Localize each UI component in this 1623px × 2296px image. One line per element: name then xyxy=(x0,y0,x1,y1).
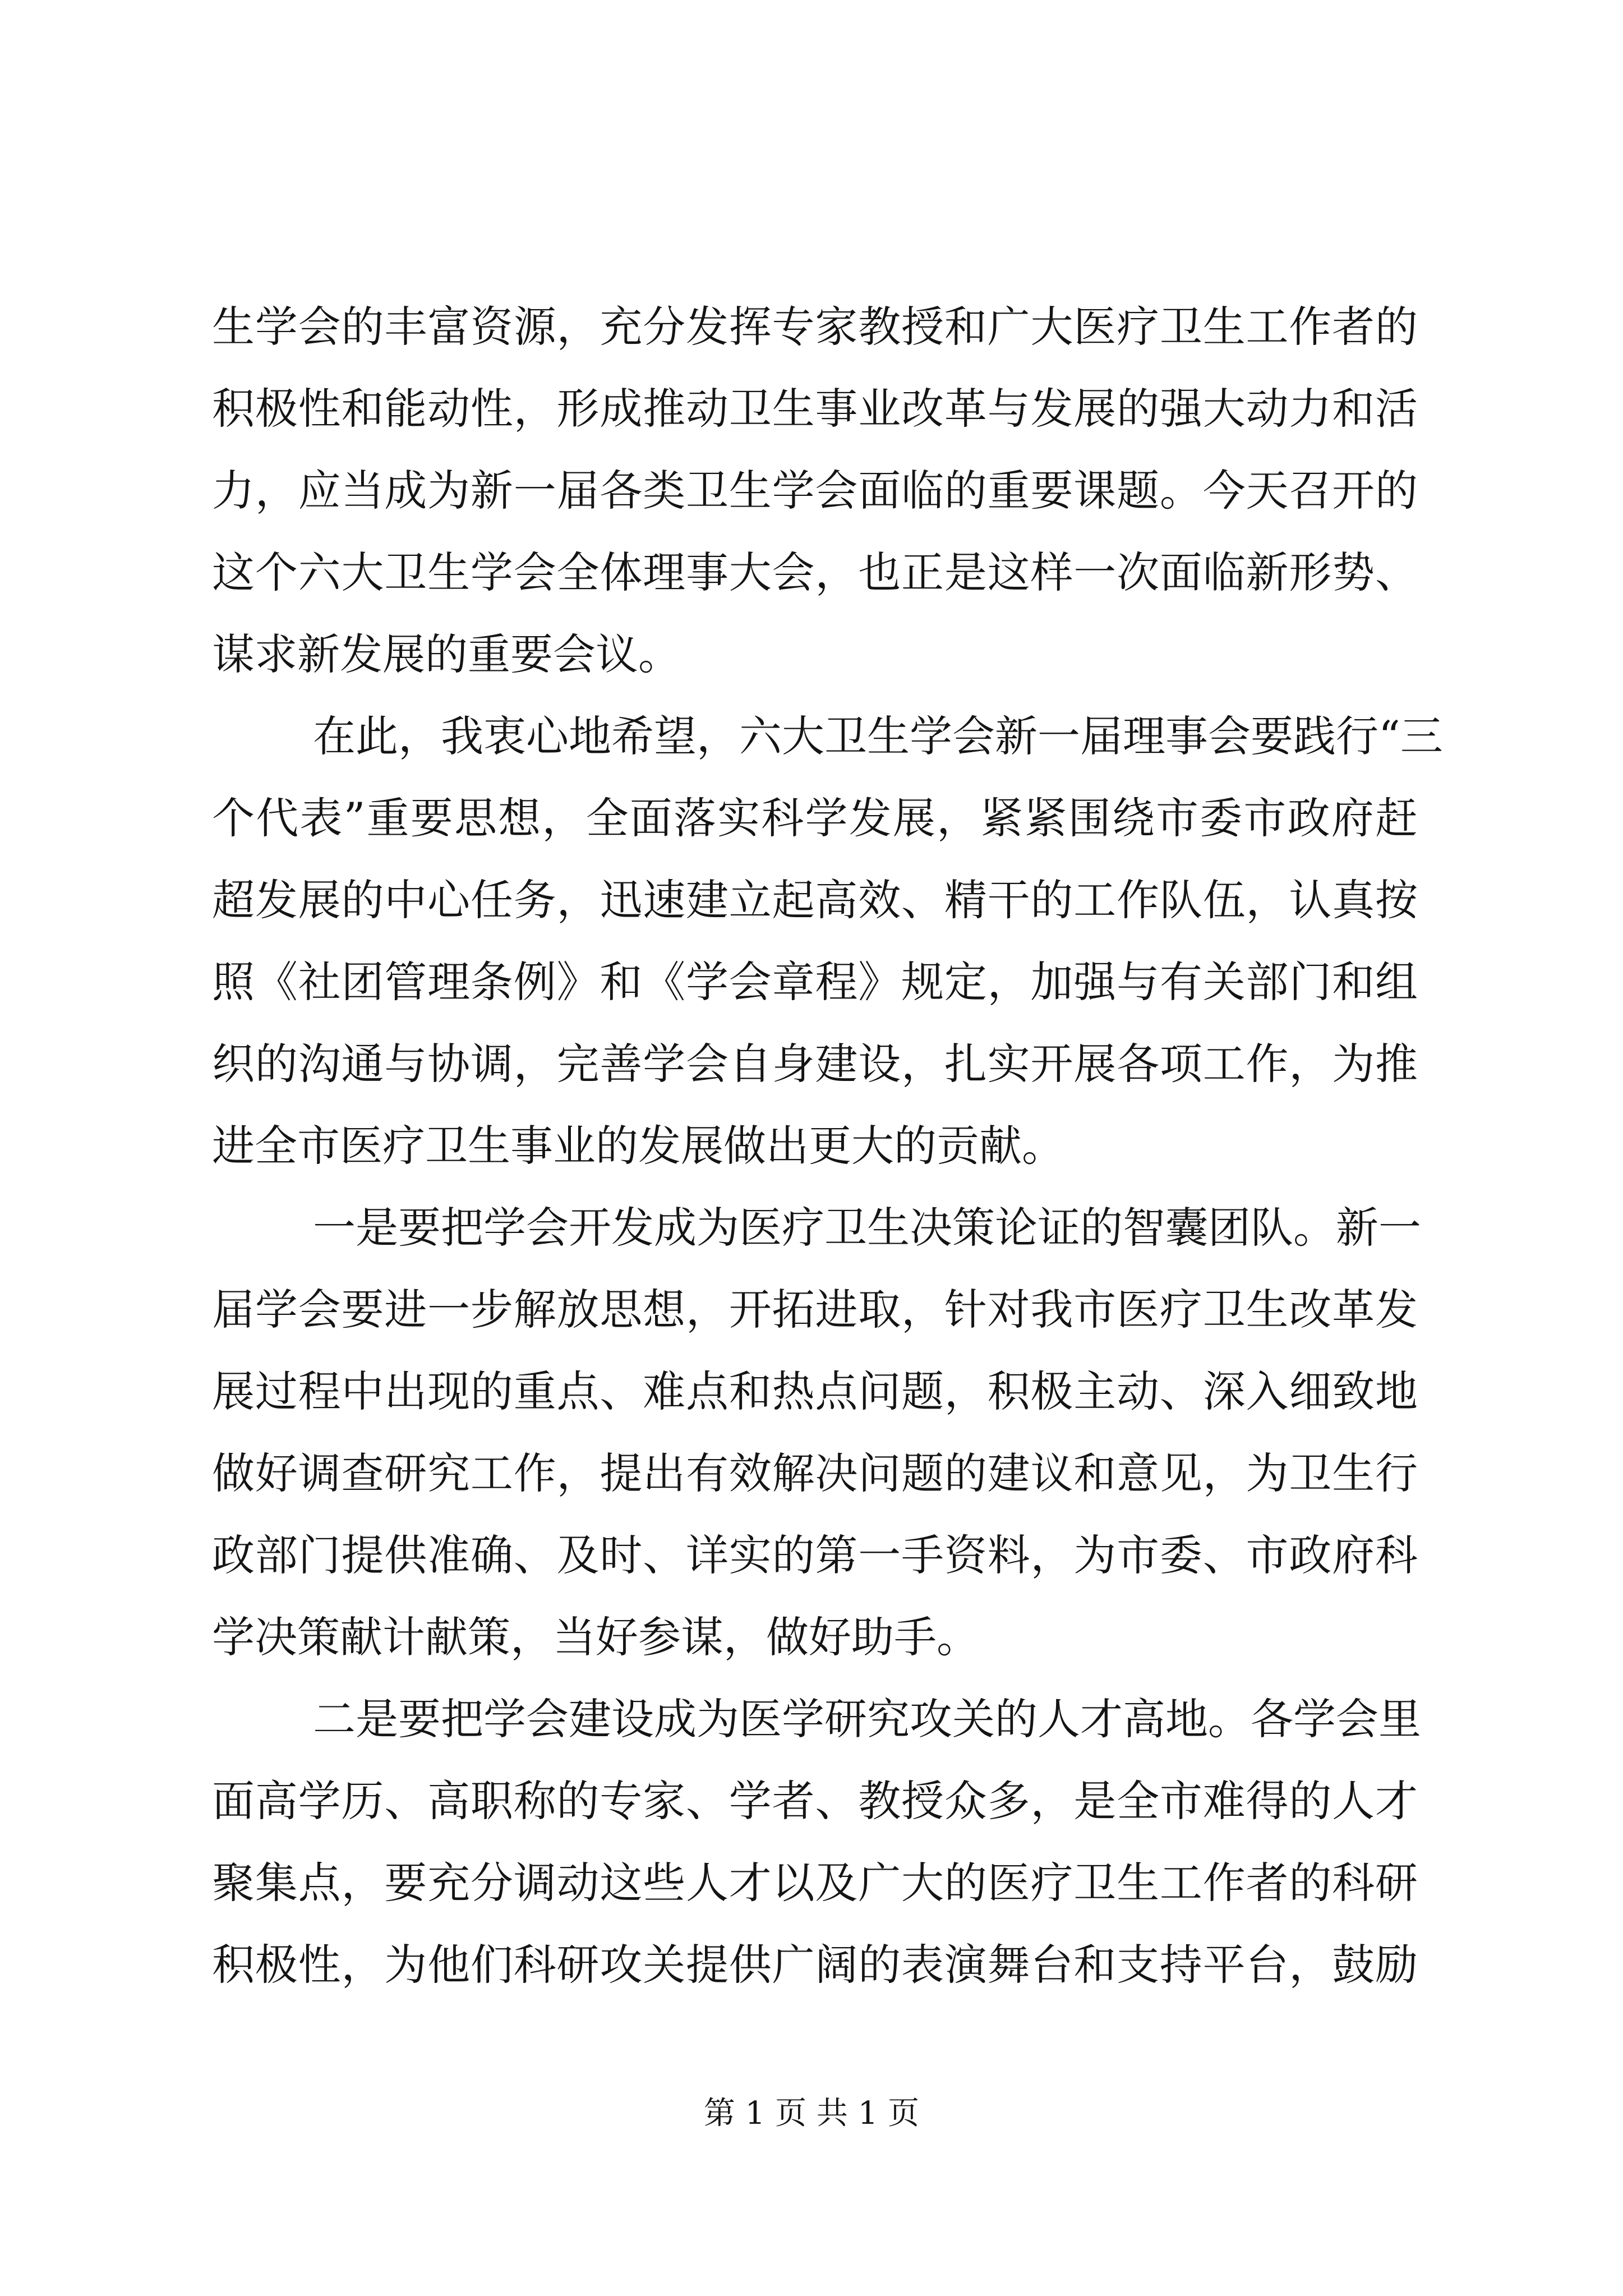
text-line: 力，应当成为新一届各类卫生学会面临的重要课题。今天召开的 xyxy=(212,466,1418,516)
text-line: 生学会的丰富资源，充分发挥专家教授和广大医疗卫生工作者的 xyxy=(212,302,1418,352)
text-line: 政部门提供准确、及时、详实的第一手资料，为市委、市政府科 xyxy=(212,1530,1418,1580)
text-line: 展过程中出现的重点、难点和热点问题，积极主动、深入细致地 xyxy=(212,1366,1418,1416)
text-line: 面高学历、高职称的专家、学者、教授众多，是全市难得的人才 xyxy=(212,1776,1418,1826)
text-line: 聚集点，要充分调动这些人才以及广大的医疗卫生工作者的科研 xyxy=(212,1858,1418,1908)
document-body xyxy=(212,286,1443,2006)
text-line: 积极性和能动性，形成推动卫生事业改革与发展的强大动力和活 xyxy=(212,384,1418,434)
text-line: 进全市医疗卫生事业的发展做出更大的贡献。 xyxy=(212,1121,1064,1171)
text-line: 超发展的中心任务，迅速建立起高效、精干的工作队伍，认真按 xyxy=(212,875,1418,925)
paragraph-first-line: 在此，我衷心地希望，六大卫生学会新一届理事会要践行“三 xyxy=(313,711,1443,761)
paragraph-first-line: 二是要把学会建设成为医学研究攻关的人才高地。各学会里 xyxy=(313,1694,1421,1744)
text-line: 做好调查研究工作，提出有效解决问题的建议和意见，为卫生行 xyxy=(212,1448,1418,1498)
text-line: 照《社团管理条例》和《学会章程》规定，加强与有关部门和组 xyxy=(212,957,1418,1007)
paragraph-first-line: 一是要把学会开发成为医疗卫生决策论证的智囊团队。新一 xyxy=(313,1203,1421,1253)
text-line: 织的沟通与协调，完善学会自身建设，扎实开展各项工作，为推 xyxy=(212,1039,1418,1089)
text-line: 届学会要进一步解放思想，开拓进取，针对我市医疗卫生改革发 xyxy=(212,1285,1418,1335)
text-line: 这个六大卫生学会全体理事大会，也正是这样一次面临新形势、 xyxy=(212,547,1418,597)
text-line: 学决策献计献策，当好参谋，做好助手。 xyxy=(212,1612,979,1662)
page-number-footer: 第 1 页 共 1 页 xyxy=(703,2095,920,2132)
text-line: 谋求新发展的重要会议。 xyxy=(212,629,681,679)
text-line: 积极性，为他们科研攻关提供广阔的表演舞台和支持平台，鼓励 xyxy=(212,1940,1418,1990)
text-line: 个代表”重要思想，全面落实科学发展，紧紧围绕市委市政府赶 xyxy=(212,793,1418,843)
